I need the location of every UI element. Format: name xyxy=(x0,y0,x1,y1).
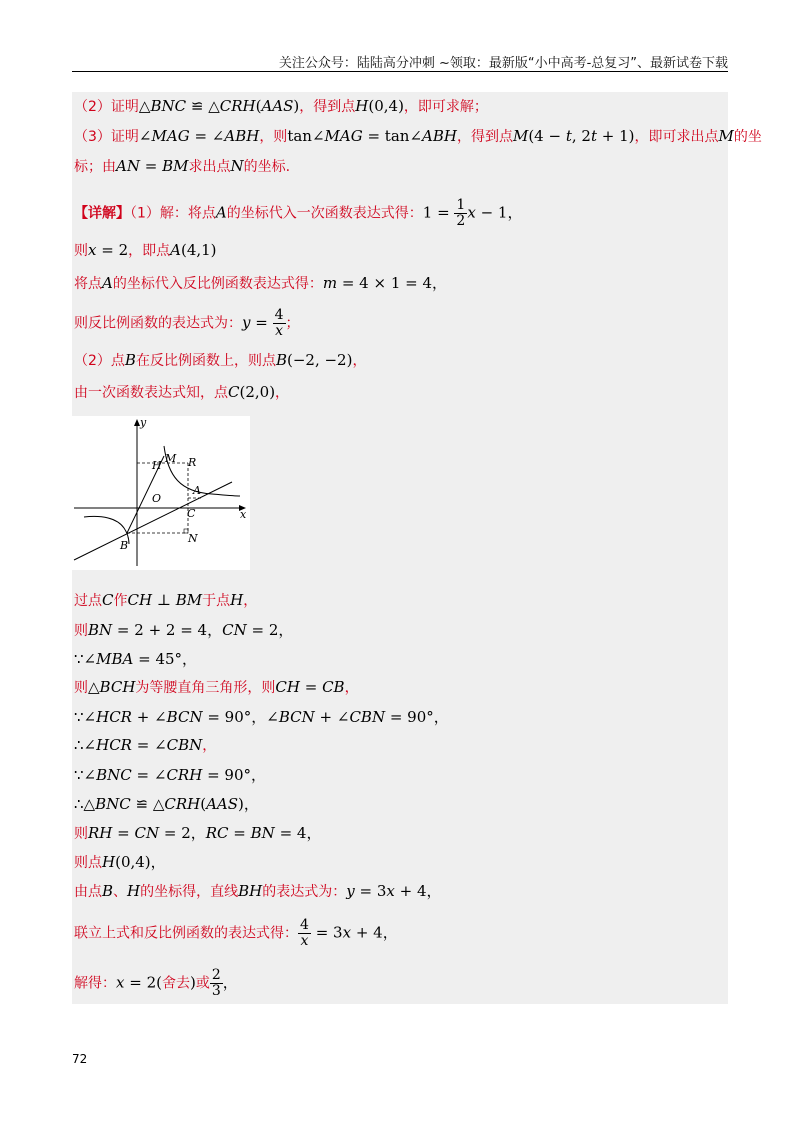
label-o: O xyxy=(152,492,162,505)
analysis-part3-line1: （3）证明∠MAG = ∠ABH，则tan∠MAG = tan∠ABH，得到点M(4 − t, 2t + 1)，即可求出点M的坐 xyxy=(74,127,762,145)
label-m: M xyxy=(165,452,177,465)
page-number: 72 xyxy=(72,1052,88,1066)
detail-step14: ∴△BNC ≌ △CRH(AAS)， xyxy=(74,795,259,813)
detail-tag: 【详解】 xyxy=(74,205,130,222)
detail-step6: 由一次函数表达式知，点C(2,0)， xyxy=(74,383,290,401)
detail-step10: 则△BCH为等腰直角三角形，则CH = CB， xyxy=(74,678,359,696)
detail-step8: 则BN = 2 + 2 = 4，CN = 2， xyxy=(74,621,294,639)
label-a: A xyxy=(193,484,201,497)
page-header: 关注公众号：陆陆高分冲刺 ~领取：最新版“小中高考-总复习”、最新试卷下载 xyxy=(278,56,728,71)
detail-step15: 则RH = CN = 2，RC = BN = 4， xyxy=(74,824,322,842)
detail-step1: 【详解】（1）解：将点A的坐标代入一次函数表达式得：1 = $\frac{1}{2}$ x − 1， xyxy=(74,197,523,229)
label-r: R xyxy=(188,456,197,469)
label-x: x xyxy=(240,508,247,521)
detail-step9: ∵∠MBA = 45°， xyxy=(74,650,198,668)
label-c: C xyxy=(187,507,196,520)
label-h: H xyxy=(152,459,162,472)
detail-step7: 过点C作CH ⊥ BM于点H， xyxy=(74,591,258,609)
detail-step11: ∵∠HCR + ∠BCN = 90°，∠BCN + ∠CBN = 90°， xyxy=(74,708,449,726)
detail-step13: ∵∠BNC = ∠CRH = 90°， xyxy=(74,766,266,784)
analysis-part3-line2: 标；由AN = BM求出点N的坐标. xyxy=(74,157,291,175)
label-b: B xyxy=(120,539,129,552)
label-y: y xyxy=(140,416,147,429)
analysis-part2: （2）证明△BNC ≌ △CRH(AAS)，得到点H(0,4)，即可求解； xyxy=(74,97,488,115)
figure-svg xyxy=(72,416,250,570)
detail-step3: 将点A的坐标代入反比例函数表达式得：m = 4 × 1 = 4， xyxy=(74,274,448,292)
label-n: N xyxy=(188,532,198,545)
solution-content xyxy=(72,92,762,1004)
detail-step18: 联立上式和反比例函数的表达式得： $\frac{4}{x}$ = 3x + 4， xyxy=(74,917,398,949)
detail-step5: （2）点B在反比例函数上，则点B(−2, −2)， xyxy=(74,351,367,369)
detail-step16: 则点H(0,4)， xyxy=(74,853,166,871)
detail-step17: 由点B、H的坐标得，直线BH的表达式为：y = 3x + 4， xyxy=(74,882,442,900)
detail-step2: 则x = 2，即点A(4,1) xyxy=(74,241,217,259)
detail-step19: 解得：x = 2(舍去)或 $\frac{2}{3}$ ， xyxy=(74,967,238,999)
coordinate-figure xyxy=(72,416,250,570)
detail-step4: 则反比例函数的表达式为：y = $\frac{4}{x}$ ； xyxy=(74,307,300,339)
header-rule xyxy=(72,71,728,72)
detail-step12: ∴∠HCR = ∠CBN， xyxy=(74,736,217,754)
